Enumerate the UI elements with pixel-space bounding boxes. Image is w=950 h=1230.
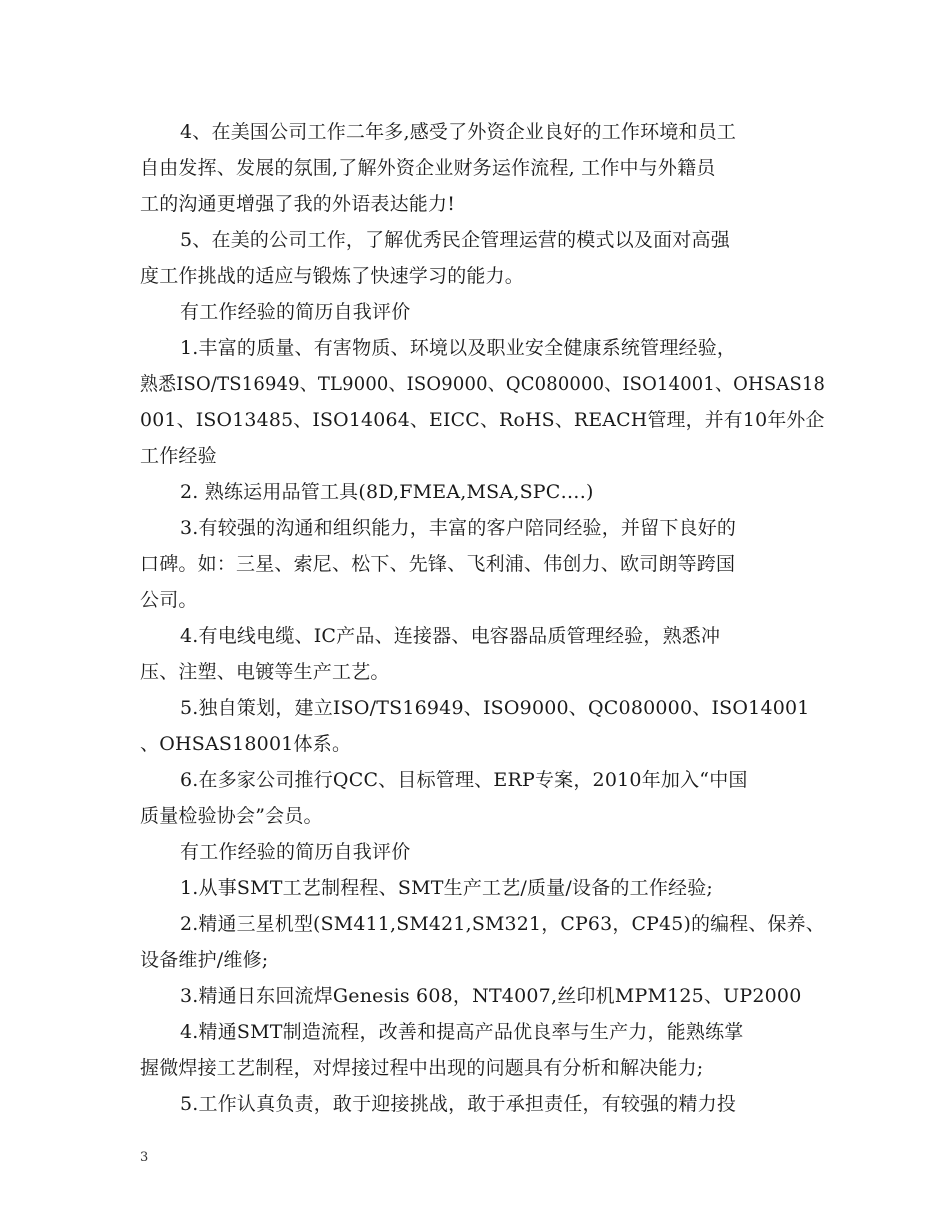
text-line-12: 3.有较强的沟通和组织能力，丰富的客户陪同经验，并留下良好的 <box>180 517 737 539</box>
section-heading-2: 有工作经验的简历自我评价 <box>180 841 411 863</box>
text-line-8: 熟悉ISO/TS16949、TL9000、ISO9000、QC080000、ISO14001、OHSAS18 <box>140 373 826 395</box>
text-line-4: 5、在美的公司工作，了解优秀民企管理运营的模式以及面对高强 <box>180 229 730 251</box>
text-line-13: 口碑。如：三星、索尼、松下、先锋、飞利浦、伟创力、欧司朗等跨国 <box>140 553 736 575</box>
text-line-2: 自由发挥、发展的氛围,了解外资企业财务运作流程, 工作中与外籍员 <box>140 157 716 179</box>
text-line-26: 4.精通SMT制造流程，改善和提高产品优良率与生产力，能熟练掌 <box>180 1021 744 1043</box>
text-line-19: 6.在多家公司推行QCC、目标管理、ERP专案，2010年加入“中国 <box>180 769 748 791</box>
text-line-15: 4.有电线电缆、IC产品、连接器、电容器品质管理经验，熟悉冲 <box>180 625 721 647</box>
text-line-10: 工作经验 <box>140 445 217 467</box>
text-line-11: 2. 熟练运用品管工具(8D,FMEA,MSA,SPC….) <box>180 481 594 503</box>
text-line-25: 3.精通日东回流焊Genesis 608，NT4007,丝印机MPM125、UP2000 <box>180 985 802 1007</box>
text-line-9: 001、ISO13485、ISO14064、EICC、RoHS、REACH管理，并有10年外企 <box>140 409 825 431</box>
text-line-22: 1.从事SMT工艺制程程、SMT生产工艺/质量/设备的工作经验; <box>180 877 714 899</box>
text-line-24: 设备维护/维修; <box>140 949 269 971</box>
text-line-16: 压、注塑、电镀等生产工艺。 <box>140 661 390 683</box>
page-number: 3 <box>140 1150 149 1165</box>
section-heading-1: 有工作经验的简历自我评价 <box>180 301 411 323</box>
text-line-28: 5.工作认真负责，敢于迎接挑战，敢于承担责任，有较强的精力投 <box>180 1093 737 1115</box>
text-line-1: 4、在美国公司工作二年多,感受了外资企业良好的工作环境和员工 <box>180 121 737 143</box>
text-line-23: 2.精通三星机型(SM411,SM421,SM321，CP63，CP45)的编程、保养、 <box>180 913 825 935</box>
text-line-5: 度工作挑战的适应与锻炼了快速学习的能力。 <box>140 265 525 287</box>
text-line-20: 质量检验协会”会员。 <box>140 805 323 827</box>
text-line-14: 公司。 <box>140 589 198 611</box>
text-line-27: 握微焊接工艺制程，对焊接过程中出现的问题具有分析和解决能力; <box>140 1057 704 1079</box>
text-line-18: 、OHSAS18001体系。 <box>140 733 352 755</box>
text-line-7: 1.丰富的质量、有害物质、环境以及职业安全健康系统管理经验， <box>180 337 737 359</box>
text-line-3: 工的沟通更增强了我的外语表达能力! <box>140 193 456 215</box>
text-line-17: 5.独自策划，建立ISO/TS16949、ISO9000、QC080000、ISO14001 <box>180 697 810 719</box>
